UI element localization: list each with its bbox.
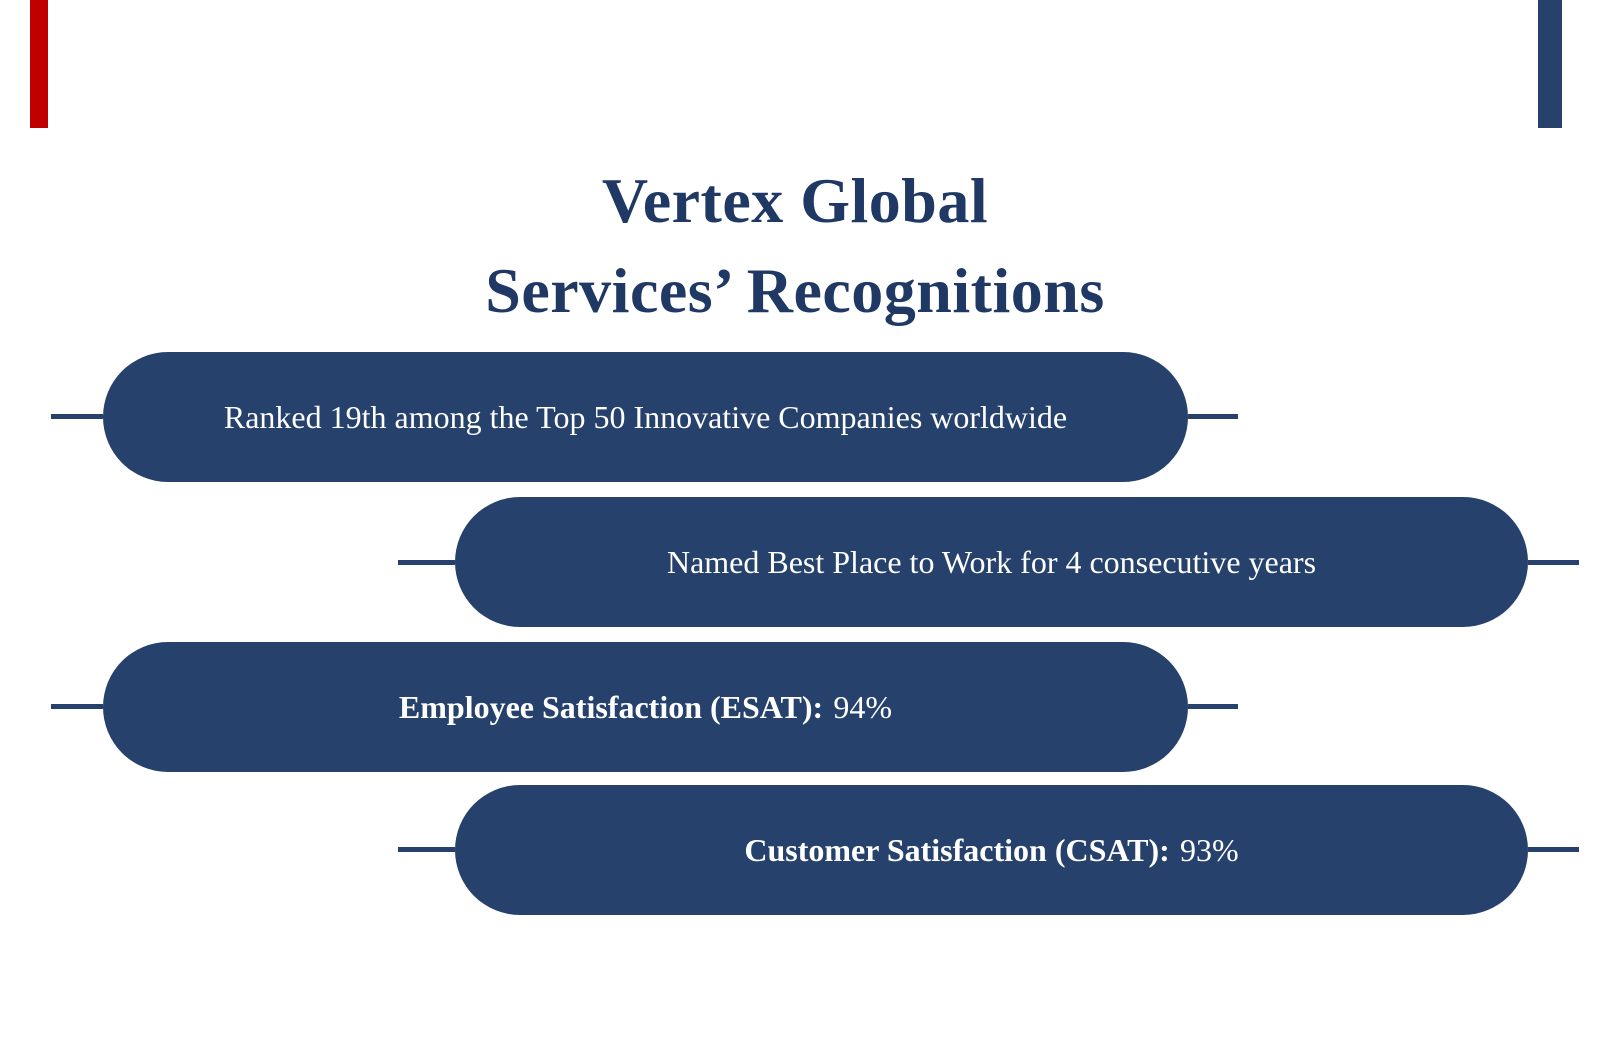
connector-left-row4 xyxy=(398,847,455,852)
pill-value: 94% xyxy=(833,688,893,725)
connector-right-row4 xyxy=(1528,847,1579,852)
pill-text: Named Best Place to Work for 4 consecutive years xyxy=(666,543,1317,580)
title-line-1: Vertex Global xyxy=(601,165,989,236)
pill-csat-score xyxy=(455,785,1528,915)
pill-label: Employee Satisfaction (ESAT): xyxy=(398,688,824,725)
connector-left-row1 xyxy=(51,414,103,419)
connector-left-row3 xyxy=(51,704,103,709)
connector-right-row3 xyxy=(1188,704,1238,709)
connector-right-row2 xyxy=(1528,560,1579,565)
pill-best-place-to-work xyxy=(455,497,1528,627)
title-line-2: Services’ Recognitions xyxy=(485,255,1105,326)
pill-text: Ranked 19th among the Top 50 Innovative Companies worldwide xyxy=(223,398,1068,435)
page-title xyxy=(0,156,1590,336)
pill-value: 93% xyxy=(1180,831,1239,868)
connector-left-row2 xyxy=(398,560,455,565)
red-accent-bar xyxy=(30,0,48,128)
pill-innovative-companies xyxy=(103,352,1188,482)
blue-accent-bar xyxy=(1538,0,1562,128)
pill-label: Customer Satisfaction (CSAT): xyxy=(744,831,1170,868)
pill-esat-score xyxy=(103,642,1188,772)
connector-right-row1 xyxy=(1188,414,1238,419)
